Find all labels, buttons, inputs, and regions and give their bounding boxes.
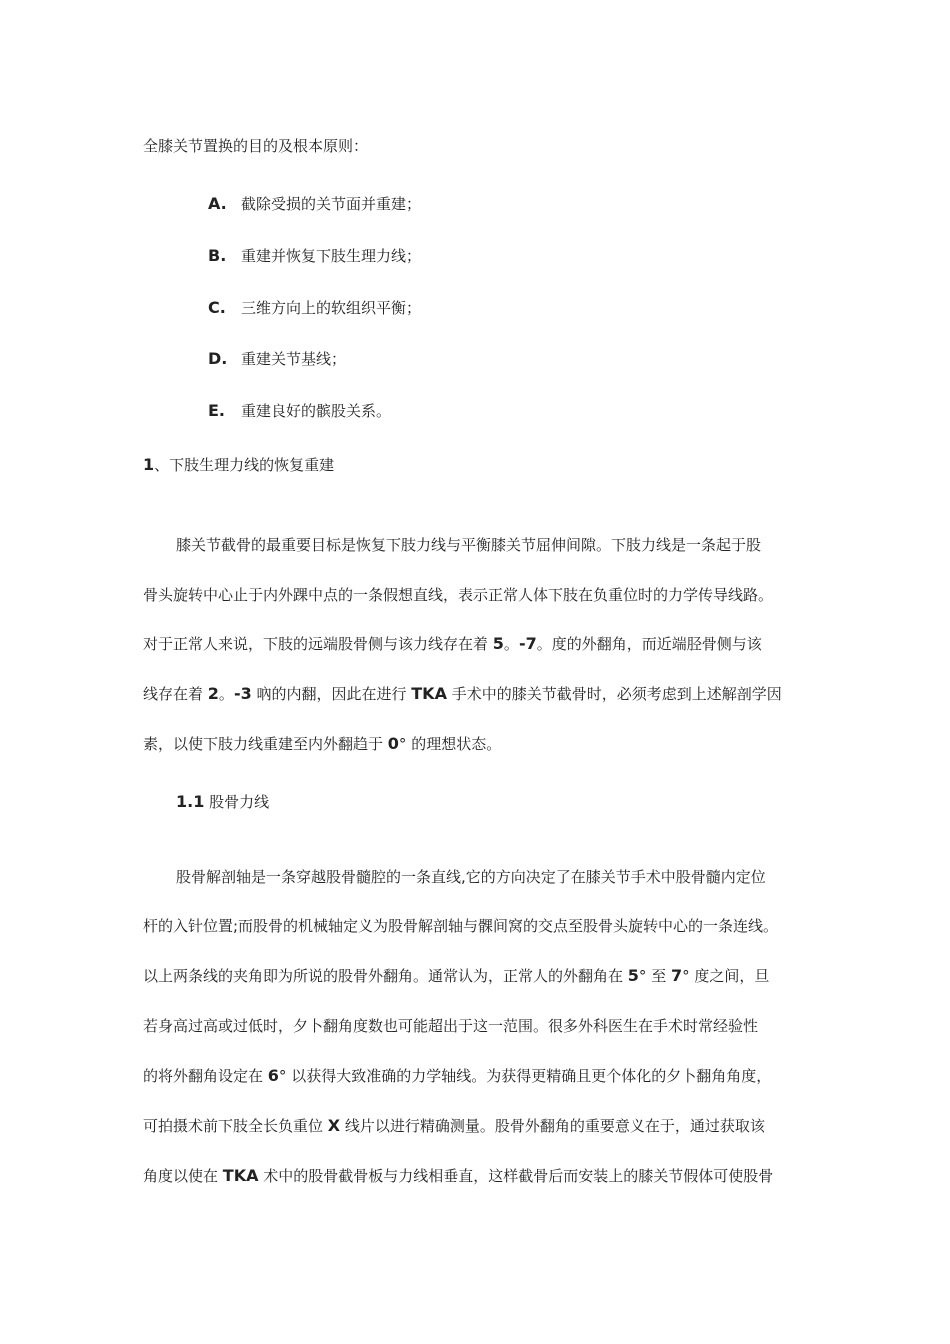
- text-run: 以上两条线的夹角即为所说的股骨外翻角。通常认为，正常人的外翻角在: [143, 967, 628, 985]
- principle-item: [208, 194, 421, 214]
- principle-letter: D.: [208, 349, 228, 368]
- text-run: 线片以进行精确测量。股骨外翻角的重要意义在于，通过获取该: [340, 1117, 765, 1135]
- paragraph-line: 杆的入针位置;而股骨的机械轴定义为股骨解剖轴与髁间窝的交点至股骨头旋转中心的一条连线。: [143, 917, 779, 935]
- subsection-number: 1.1: [176, 792, 205, 811]
- text-run: 线存在着: [143, 685, 208, 703]
- text-run: 可拍摄术前下肢全长负重位: [143, 1117, 328, 1135]
- emphasis-text: -7: [518, 634, 537, 653]
- principle-text: 重建并恢复下肢生理力线；: [241, 247, 422, 265]
- paragraph-line: [143, 734, 501, 754]
- text-run: 的将外翻角设定在: [143, 1067, 268, 1085]
- principle-letter: A.: [208, 194, 227, 213]
- emphasis-text: -3: [233, 684, 252, 703]
- text-run: 素，以使下肢力线重建至内外翻趋于: [143, 735, 388, 753]
- principle-item: [208, 298, 421, 318]
- text-run: 吶的内翻，因此在进行: [251, 685, 412, 703]
- principle-letter: B.: [208, 246, 227, 265]
- emphasis-text: 7: [670, 966, 683, 985]
- principle-item: [208, 246, 421, 266]
- text-run: 。: [218, 685, 234, 703]
- principle-letter: C.: [208, 298, 226, 317]
- paragraph-line: [143, 1166, 773, 1186]
- text-run: 对于正常人来说，下肢的远端股骨侧与该力线存在着: [143, 635, 493, 653]
- principle-text: 重建关节基线；: [241, 350, 347, 368]
- text-run: 角度以使在: [143, 1167, 223, 1185]
- emphasis-text: 5: [492, 634, 504, 653]
- emphasis-text: TKA: [222, 1166, 259, 1185]
- section-title: 、下肢生理力线的恢复重建: [154, 456, 335, 474]
- text-run: ° 的理想状态。: [398, 735, 502, 753]
- emphasis-text: X: [327, 1116, 341, 1135]
- section-number: 1: [143, 455, 155, 474]
- text-run: 术中的股骨截骨板与力线相垂直，这样截骨后而安装上的膝关节假体可使股骨: [258, 1167, 774, 1185]
- paragraph-line: [143, 1066, 771, 1086]
- paragraph-line: 股骨解剖轴是一条穿越股骨髓腔的一条直线,它的方向决定了在膝关节手术中股骨髓内定位: [176, 868, 766, 886]
- text-run: ° 以获得大致准确的力学轴线。为获得更精确且更个体化的夕卜翻角角度，: [278, 1067, 772, 1085]
- subsection-title: 股骨力线: [204, 793, 270, 811]
- emphasis-text: TKA: [411, 684, 447, 703]
- principle-item: [208, 401, 391, 421]
- text-run: ° 至: [638, 967, 671, 985]
- paragraph-line: [143, 634, 762, 654]
- paragraph-line: [143, 684, 782, 704]
- text-run: 。: [503, 635, 519, 653]
- principle-text: 重建良好的髌股关系。: [241, 402, 392, 420]
- text-run: 手术中的膝关节截骨时，必须考虑到上述解剖学因: [446, 685, 782, 703]
- subsection-heading: [176, 792, 269, 812]
- paragraph-line: 骨头旋转中心止于内外踝中点的一条假想直线，表示正常人体下肢在负重位时的力学传导线路。: [143, 586, 774, 604]
- text-run: 。度的外翻角，而近端胫骨侧与该: [536, 635, 762, 653]
- principle-text: 三维方向上的软组织平衡；: [241, 299, 422, 317]
- principle-letter: E.: [208, 401, 226, 420]
- emphasis-text: 6: [267, 1066, 279, 1085]
- emphasis-text: 5: [627, 966, 639, 985]
- intro-heading: 全膝关节置换的目的及根本原则：: [143, 137, 369, 155]
- paragraph-line: [143, 966, 769, 986]
- principle-item: [208, 349, 346, 369]
- principle-text: 截除受损的关节面并重建；: [241, 195, 422, 213]
- text-run: ° 度之间，旦: [682, 967, 770, 985]
- emphasis-text: 0: [387, 734, 399, 753]
- paragraph-line: 若身高过高或过低时，夕卜翻角度数也可能超出于这一范围。很多外科医生在手术时常经验性: [143, 1017, 759, 1035]
- section-heading: [143, 455, 334, 475]
- emphasis-text: 2: [207, 684, 219, 703]
- paragraph-line: [143, 1116, 765, 1136]
- paragraph-line: 膝关节截骨的最重要目标是恢复下肢力线与平衡膝关节屈伸间隙。下肢力线是一条起于股: [176, 536, 762, 554]
